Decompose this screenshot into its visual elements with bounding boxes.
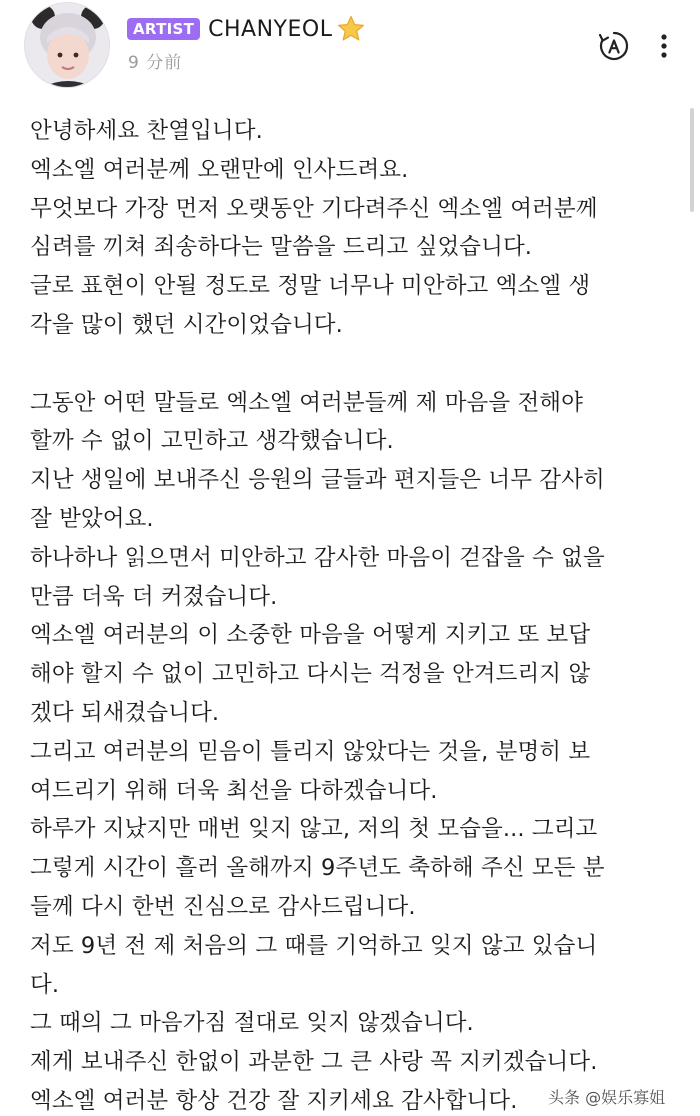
author-name-row [127,14,366,44]
post-line: 엑소엘 여러분의 이 소중한 마음을 어떻게 지키고 또 보답 [30,622,591,649]
post-header [0,0,700,100]
post-line: 제게 보내주신 한없이 과분한 그 큰 사랑 꼭 지키겠습니다. [30,1049,598,1076]
post-line: 그동안 어떤 말들로 엑소엘 여러분들께 제 마음을 전해야 [30,389,583,416]
post-line: 그리고 여러분의 믿음이 틀리지 않았다는 것을, 분명히 보 [30,738,591,765]
post-body [30,112,680,1116]
post-line: 엑소엘 여러분께 오랜만에 인사드려요. [30,156,409,183]
watermark-text: 头条 @娱乐寡姐 [548,1087,666,1107]
star-icon [336,14,366,44]
post-line: 다. [30,971,60,998]
watermark [544,1082,669,1110]
post-line: 여드리기 위해 더욱 최선을 다하겠습니다. [30,777,438,804]
post-line: 할까 수 없이 고민하고 생각했습니다. [30,428,394,455]
post-line: 겠다 되새겼습니다. [30,699,220,726]
post-line: 잘 받았어요. [30,505,154,532]
post-line: 들께 다시 한번 진심으로 감사드립니다. [30,893,416,920]
post-line: 하나하나 읽으면서 미안하고 감사한 마음이 걷잡을 수 없을 [30,544,605,571]
more-vertical-icon [660,33,668,59]
author-name[interactable]: CHANYEOL [208,16,333,42]
translate-button[interactable] [594,26,634,66]
post-line: 엑소엘 여러분 항상 건강 잘 지키세요 감사합니다. [30,1087,518,1114]
post-line: 각을 많이 했던 시간이었습니다. [30,311,343,338]
post-line: 그렇게 시간이 흘러 올해까지 9주년도 축하해 주신 모든 분 [30,855,605,882]
avatar-image [25,3,110,88]
post-line: 하루가 지났지만 매번 잊지 않고, 저의 첫 모습을... 그리고 [30,816,598,843]
avatar[interactable] [24,2,110,88]
post-line: 지난 생일에 보내주신 응원의 글들과 편지들은 너무 감사히 [30,467,605,494]
scrollbar[interactable] [690,108,694,212]
post-line: 만큼 더욱 더 커졌습니다. [30,583,278,610]
post-line: 심려를 끼쳐 죄송하다는 말씀을 드리고 싶었습니다. [30,234,533,261]
more-options-button[interactable] [652,28,676,64]
post-timestamp: 9 分前 [128,53,183,73]
translate-icon [597,29,631,63]
post-line: 무엇보다 가장 먼저 오랫동안 기다려주신 엑소엘 여러분께 [30,195,598,222]
post-line: 그 때의 그 마음가짐 절대로 잊지 않겠습니다. [30,1010,474,1037]
post-line: 글로 표현이 안될 정도로 정말 너무나 미안하고 엑소엘 생 [30,273,591,300]
post-line: 저도 9년 전 제 처음의 그 때를 기억하고 잊지 않고 있습니 [30,932,598,959]
post-line [30,345,680,384]
post-line: 안녕하세요 찬열입니다. [30,118,263,144]
artist-badge: ARTIST [127,18,200,40]
post-line: 해야 할지 수 없이 고민하고 다시는 걱정을 안겨드리지 않 [30,661,591,688]
